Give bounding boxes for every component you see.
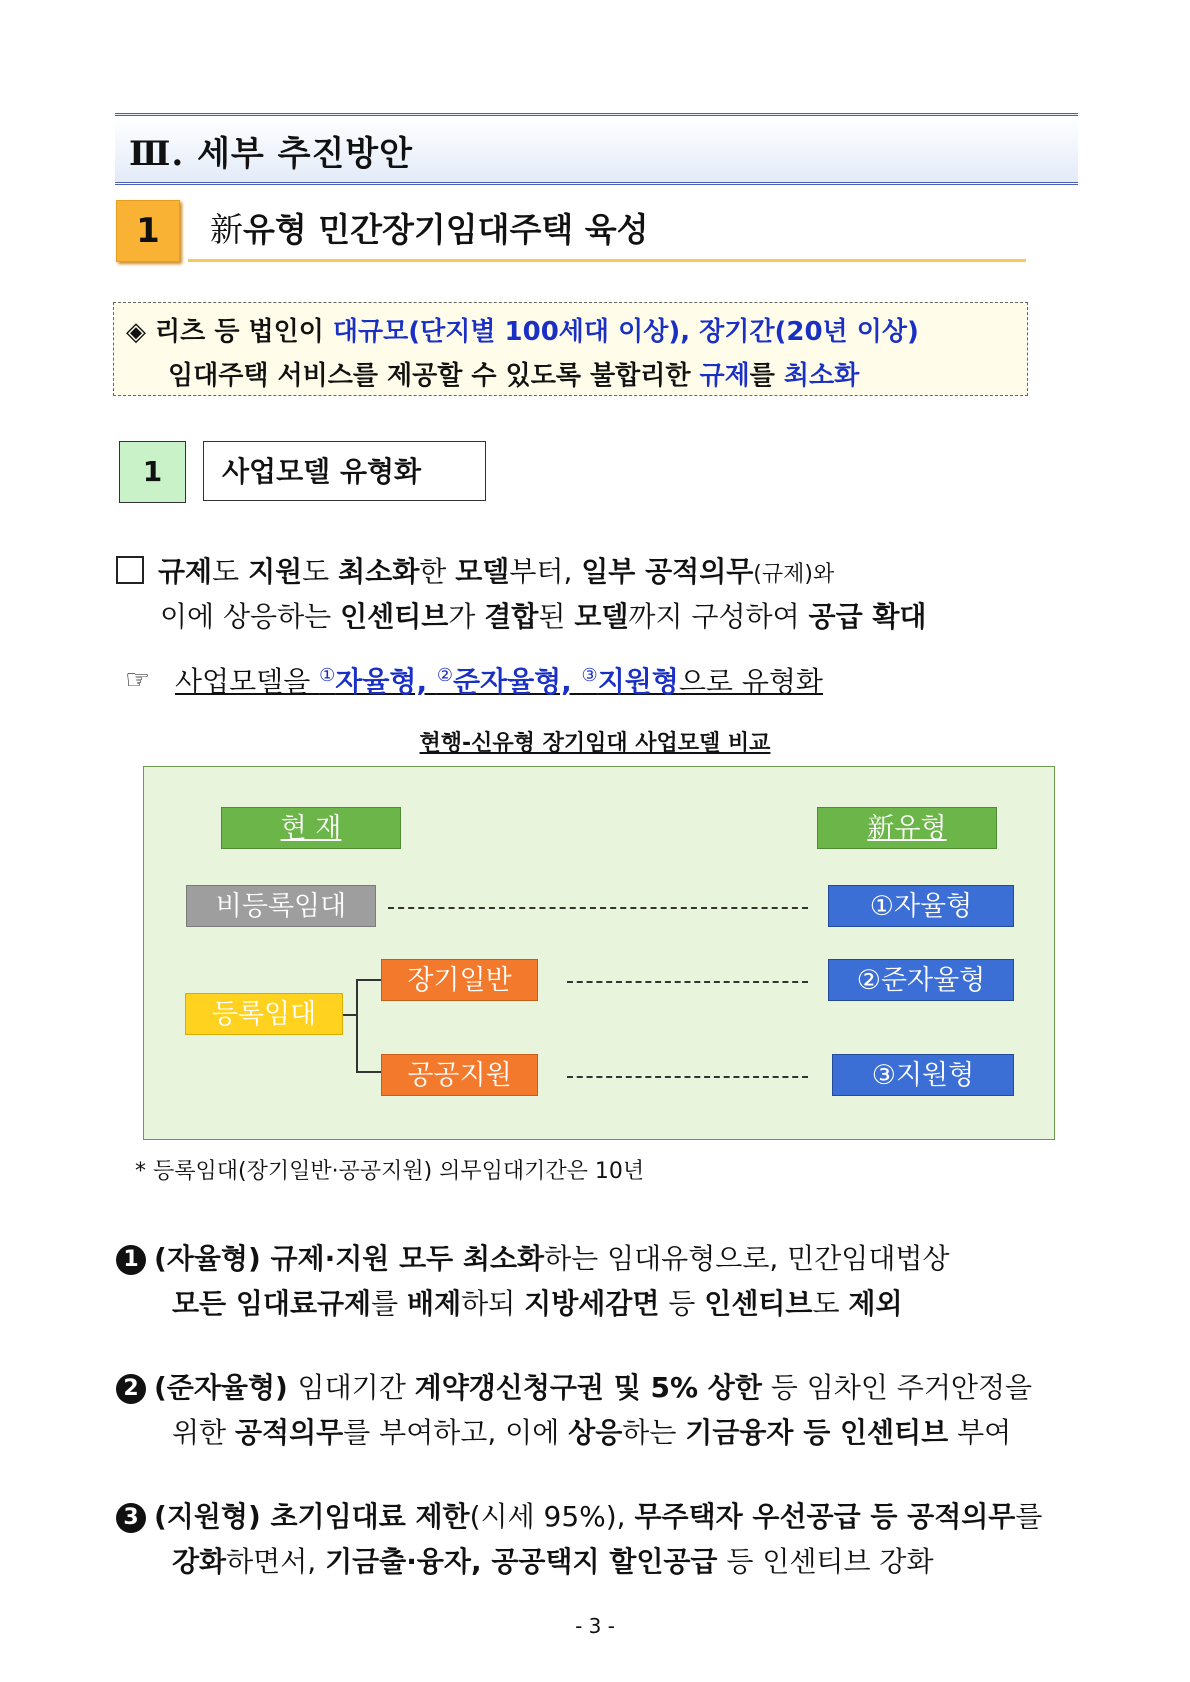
number-circle-icon: 2 — [116, 1374, 146, 1404]
bullet-text-segment: 하는 — [622, 1416, 686, 1449]
bullet-2-line-1 — [116, 1366, 1032, 1406]
bullet-text-segment: 도 — [812, 1287, 849, 1320]
heading-number-badge: 1 — [116, 200, 180, 262]
bullet-text-segment: (준자율형) — [154, 1371, 298, 1404]
paragraph-line-2: 이에 상응하는 인센티브가 결합된 모델까지 구성하여 공급 확대 — [160, 600, 927, 633]
nonregistered-box: 비등록임대 — [186, 885, 376, 927]
footnote: * 등록임대(장기일반·공공지원) 의무임대기간은 10년 — [135, 1159, 645, 1184]
dash-connector-1 — [388, 907, 808, 909]
bullet-text-segment: 계약갱신청구권 및 5% 상한 — [414, 1371, 762, 1404]
branch-top — [356, 979, 381, 981]
bullet-text-segment: 를 — [1015, 1500, 1043, 1533]
bullet-text-segment: 하면서, — [226, 1545, 326, 1578]
bullet-text-segment: 지방세감면 — [524, 1287, 660, 1320]
bullet-text-segment: 배제 — [407, 1287, 462, 1320]
section-title: Ⅲ. 세부 추진방안 — [129, 134, 413, 174]
checkbox-icon — [116, 556, 144, 584]
bullet-1-line-2 — [172, 1282, 903, 1322]
heading-title — [210, 204, 649, 251]
bullet-text-segment: 등 인센티브 강화 — [717, 1545, 934, 1578]
figure-caption: 현행-신유형 장기임대 사업모델 비교 — [419, 731, 771, 756]
heading-underline — [188, 259, 1026, 262]
diamond-icon: ◈ — [126, 317, 146, 347]
bullet-2-line-2 — [172, 1411, 1011, 1451]
type3-box: ③지원형 — [832, 1054, 1014, 1096]
bullet-text-segment: 초기임대료 제한 — [270, 1500, 470, 1533]
public-support-box: 공공지원 — [381, 1054, 538, 1096]
bullet-text-segment: 위한 — [172, 1416, 235, 1449]
branch-stub — [343, 1014, 357, 1016]
section-header — [115, 113, 1078, 185]
page-number: - 3 - — [575, 1614, 615, 1638]
bullet-text-segment: 상응 — [568, 1416, 623, 1449]
subheading-title: 사업모델 유형화 — [203, 441, 486, 501]
bullet-text-segment: 제외 — [848, 1287, 903, 1320]
heading-title-text: 유형 민간장기임대주택 육성 — [243, 210, 649, 249]
model-types-line: 사업모델을 ①자율형, ②준자율형, ③지원형으로 유형화 — [175, 665, 823, 698]
bullet-text-segment: 무주택자 우선공급 등 공적의무 — [634, 1500, 1016, 1533]
summary-box — [113, 302, 1028, 396]
summary-line-1: ◈ 리츠 등 법인이 대규모(단지별 100세대 이상), 장기간(20년 이상) — [126, 317, 919, 347]
registered-box: 등록임대 — [185, 993, 343, 1035]
comparison-diagram — [143, 766, 1055, 1140]
bullet-1-line-1 — [116, 1237, 949, 1277]
bullet-text-segment: 기금융자 등 인센티브 — [685, 1416, 949, 1449]
bullet-3-line-2 — [172, 1540, 934, 1580]
bullet-text-segment: 공적의무 — [235, 1416, 344, 1449]
bullet-text-segment: 최소화 — [462, 1242, 545, 1275]
new-type-label: 新유형 — [817, 807, 997, 849]
branch-bottom — [356, 1071, 381, 1073]
paragraph-line-1: 규제도 지원도 최소화한 모델부터, 일부 공적의무(규제)와 — [158, 555, 835, 588]
current-label: 현 재 — [221, 807, 401, 849]
longterm-box: 장기일반 — [381, 959, 538, 1001]
dash-connector-3 — [567, 1076, 808, 1078]
type2-box: ②준자율형 — [828, 959, 1014, 1001]
bullet-text-segment: (자율형) — [154, 1242, 271, 1275]
bullet-text-segment: 등 임차인 주거안정을 — [761, 1371, 1033, 1404]
bullet-text-segment: 규제·지원 — [270, 1242, 400, 1275]
bullet-text-segment: 하되 — [461, 1287, 525, 1320]
branch-vertical — [356, 979, 358, 1071]
type1-box: ①자율형 — [828, 885, 1014, 927]
subheading-number: 1 — [119, 441, 186, 503]
number-circle-icon: 3 — [116, 1503, 146, 1533]
pointing-hand-icon: ☞ — [125, 663, 151, 696]
bullet-text-segment: 기금출·융자, 공공택지 할인공급 — [325, 1545, 718, 1578]
bullet-text-segment: 를 — [371, 1287, 408, 1320]
bullet-text-segment: (지원형) — [154, 1500, 271, 1533]
bullet-text-segment: 부여 — [948, 1416, 1012, 1449]
bullet-text-segment: 모두 — [399, 1242, 463, 1275]
bullet-text-segment: 하는 임대유형으로, 민간임대법상 — [544, 1242, 950, 1275]
summary-line-2: 임대주택 서비스를 제공할 수 있도록 불합리한 규제를 최소화 — [168, 361, 860, 391]
dash-connector-2 — [567, 981, 808, 983]
number-circle-icon: 1 — [116, 1245, 146, 1275]
heading-prefix: 新 — [210, 210, 243, 249]
bullet-3-line-1 — [116, 1495, 1042, 1535]
bullet-text-segment: 등 — [659, 1287, 705, 1320]
bullet-text-segment: 를 부여하고, 이에 — [343, 1416, 569, 1449]
bullet-text-segment: 임대기간 — [297, 1371, 415, 1404]
bullet-text-segment: 강화 — [172, 1545, 227, 1578]
bullet-text-segment: 모든 임대료규제 — [172, 1287, 372, 1320]
bullet-text-segment: (시세 95%), — [469, 1500, 635, 1533]
bullet-text-segment: 인센티브 — [704, 1287, 813, 1320]
